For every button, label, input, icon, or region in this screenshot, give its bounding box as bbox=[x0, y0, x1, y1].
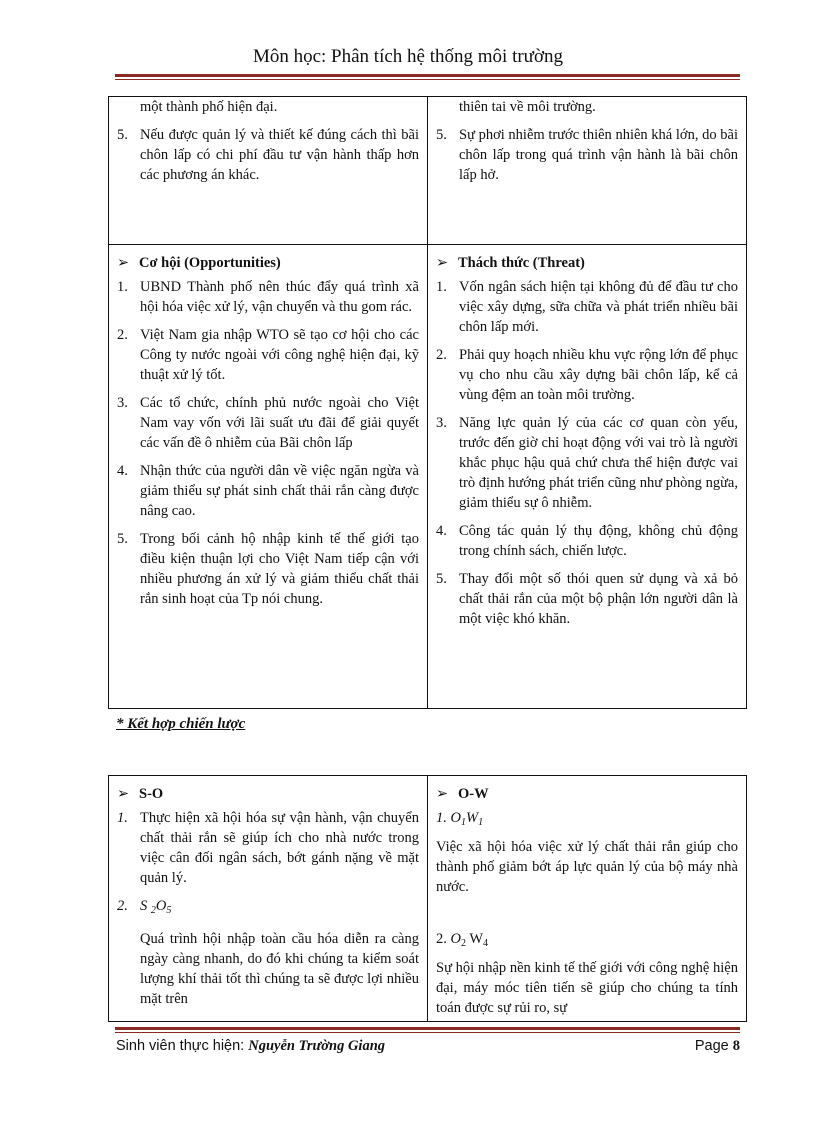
list-item: 1. Vốn ngân sách hiện tại không đủ để đầu tư cho việc xây dựng, sữa chữa và phát triển nhiều bãi chôn lấp mới. bbox=[436, 279, 738, 335]
swot-table bbox=[108, 96, 747, 709]
so-header: ➢ S-O bbox=[117, 786, 164, 802]
so-cell bbox=[109, 776, 428, 1022]
strength-continued-text: một thành phố hiện đại. bbox=[140, 99, 278, 115]
strategy-section-title: * Kết hợp chiến lược bbox=[116, 716, 246, 732]
list-item: 1. Thực hiện xã hội hóa sự vận hành, vận chuyển chất thải rắn sẽ giúp ích cho nhà nước trong việc cân đối ngân sách, bớt gánh nặng về mặt quản lý. bbox=[117, 810, 419, 886]
header-rule-thin bbox=[115, 79, 740, 80]
ow-cell bbox=[428, 776, 747, 1022]
arrow-bullet-icon: ➢ bbox=[436, 255, 449, 271]
page-footer bbox=[116, 1038, 740, 1055]
arrow-bullet-icon: ➢ bbox=[117, 786, 130, 802]
list-item: 5. Thay đổi một số thói quen sử dụng và xả bỏ chất thải rắn của một bộ phận lớn người dân là một việc khó khăn. bbox=[436, 571, 738, 627]
strategy-table bbox=[108, 775, 747, 1022]
footer-author-prefix: Sinh viên thực hiện: bbox=[116, 1038, 249, 1054]
list-item: 4. Công tác quản lý thụ động, không chủ động trong chính sách, chiến lược. bbox=[436, 523, 738, 559]
so-code-label: 2. S $_2O_5$ bbox=[117, 898, 172, 916]
list-item: 5. Nếu được quản lý và thiết kế đúng cách thì bãi chôn lấp có chi phí đầu tư vận hành thấp hơn các phương án khác. bbox=[117, 127, 419, 183]
list-item: 2. Phải quy hoạch nhiều khu vực rộng lớn để phục vụ cho nhu cầu xây dựng bãi chôn lấp, kể cả vùng đệm an toàn môi trường. bbox=[436, 347, 738, 403]
ow-code-label: 1. $O_1W_1$ bbox=[436, 810, 484, 828]
header-rule-thick bbox=[115, 74, 740, 77]
opportunities-header: ➢ Cơ hội (Opportunities) bbox=[117, 255, 281, 271]
page-number: Page 8 bbox=[694, 1038, 740, 1054]
weakness-continued-text: thiên tai về môi trường. bbox=[459, 99, 596, 115]
ow-header: ➢ O-W bbox=[436, 786, 489, 802]
strengths-cell bbox=[109, 97, 428, 245]
list-item: 3. Năng lực quản lý của các cơ quan còn yếu, trước đến giờ chỉ hoạt động với vai trò là người khắc phục hậu quả chứ chưa thể hiện được vai trò định hướng phát triển cũng như phòng ngừa, giảm thiểu sự ô nhiễm. bbox=[436, 415, 738, 511]
opportunities-cell bbox=[109, 245, 428, 709]
ow-item1-text: Việc xã hội hóa việc xử lý chất thải rắn giúp cho thành phố giảm bớt áp lực quản lý của bộ máy nhà nước. bbox=[436, 839, 738, 895]
footer-rule-thin bbox=[115, 1032, 740, 1033]
list-item: 4. Nhận thức của người dân về việc ngăn ngừa và giảm thiểu sự phát sinh chất thải rắn càng được nâng cao. bbox=[117, 463, 419, 519]
threats-header: ➢ Thách thức (Threat) bbox=[436, 255, 585, 271]
list-item: 5. Sự phơi nhiễm trước thiên nhiên khá lớn, do bãi chôn lấp trong quá trình vận hành là bãi chôn lấp hở. bbox=[436, 127, 738, 183]
list-item: 2. Việt Nam gia nhập WTO sẽ tạo cơ hội cho các Công ty nước ngoài với công nghệ hiện đại, kỹ thuật xử lý tốt. bbox=[117, 327, 419, 383]
so-item2-text: Quá trình hội nhập toàn cầu hóa diễn ra càng ngày càng nhanh, do đó khi chúng ta kiểm soát lượng khí thải tốt thì chúng ta sẽ được lợi nhiều mặt trên bbox=[140, 931, 419, 1007]
list-item: 1. UBND Thành phố nên thúc đẩy quá trình xã hội hóa việc xử lý, vận chuyển và thu gom rác. bbox=[117, 279, 419, 315]
page-header-title: Môn học: Phân tích hệ thống môi trường bbox=[252, 46, 564, 67]
list-item: 5. Trong bối cảnh hộ nhập kinh tế thế giới tạo điều kiện thuận lợi cho Việt Nam tiếp cận với nhiều phương án xử lý và giảm thiểu chất thải rắn sinh hoạt của Tp nói chung. bbox=[117, 531, 419, 607]
ow-code-label: 2. $O_2$ $W_4$ bbox=[436, 931, 489, 949]
footer-rule-thick bbox=[115, 1027, 740, 1030]
footer-author-name: Nguyễn Trường Giang bbox=[248, 1038, 386, 1054]
arrow-bullet-icon: ➢ bbox=[436, 786, 449, 802]
list-item: 3. Các tổ chức, chính phủ nước ngoài cho Việt Nam vay vốn với lãi suất ưu đãi để giải quyết các vấn đề ô nhiễm của Bãi chôn lấp bbox=[117, 395, 419, 451]
weaknesses-cell bbox=[428, 97, 747, 245]
threats-cell bbox=[428, 245, 747, 709]
ow-item2-text: Sự hội nhập nền kinh tế thế giới với công nghệ hiện đại, máy móc tiên tiến sẽ giúp cho chúng ta tính toán được sự rủi ro, sự bbox=[436, 960, 738, 1016]
arrow-bullet-icon: ➢ bbox=[117, 255, 130, 271]
